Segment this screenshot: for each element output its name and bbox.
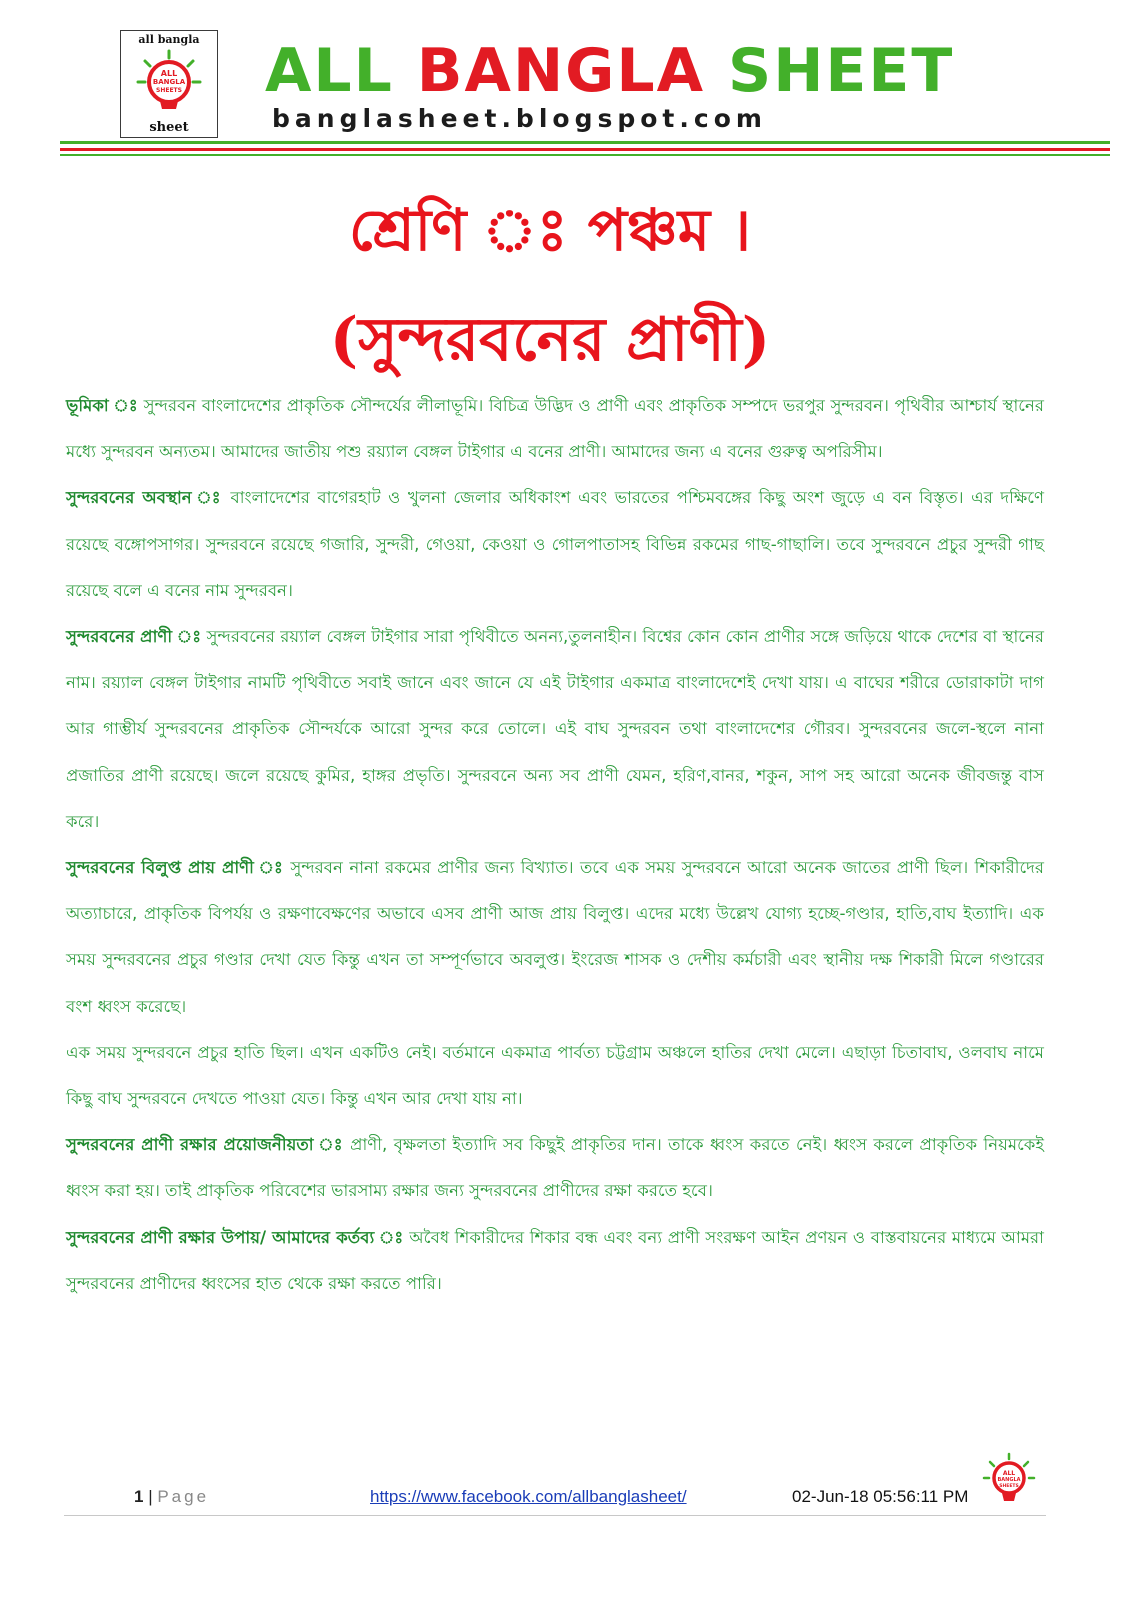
paragraph-heading: সুন্দরবনের প্রাণী ঃ [66, 627, 202, 647]
paragraph-animals [66, 614, 1044, 845]
paragraph-heading: ভূমিকা ঃ [66, 396, 139, 415]
paragraph-text: অবৈধ শিকারীদের শিকার বন্ধ এবং বন্য প্রাণী সংরক্ষণ আইন প্রণয়ন ও বাস্তবায়নের মাধ্যমে আমরা সুন্দরবনের প্রাণীদের ধ্বংসের হাত থেকে রক্ষা করতে পারি। [66, 1227, 1044, 1293]
site-url: banglasheet.blogspot.com [272, 104, 767, 133]
footer-divider [64, 1515, 1046, 1516]
footer-logo-line-2: BANGLA [997, 1477, 1021, 1483]
topic-title: (সুন্দরবনের প্রাণী) [329, 305, 771, 375]
document-body [66, 383, 1044, 1307]
logo-inner-line-2: BANGLA [152, 78, 186, 86]
paragraph-text: সুন্দরবনের রয়্যাল বেঙ্গল টাইগার সারা পৃথিবীতে অনন্য,তুলনাহীন। বিশ্বের কোন কোন প্রাণীর সঙ্গে জড়িয়ে থাকে দেশের বা স্থানের নাম। রয়্যাল বেঙ্গল টাইগার নামটি পৃথিবীতে সবাই জানে এবং জানে যে এই টাইগার একমাত্র বাংলাদেশেই দেখা যায়। এ বাঘের শরীরে ডোরাকাটা দাগ আর গাম্ভীর্য সুন্দরবনের প্রাকৃতিক সৌন্দর্যকে আরো সুন্দর করে তোলে। এই বাঘ সুন্দরবন তথা বাংলাদেশের গৌরব। সুন্দরবনের জলে-স্থলে নানা প্রজাতির প্রাণী রয়েছে। জলে রয়েছে কুমির, হাঙ্গর প্রভৃতি। সুন্দরবনে অন্য সব প্রাণী যেমন, হরিণ,বানর, শকুন, সাপ সহ আরো অনেক জীবজন্তু বাস করে। [66, 627, 1045, 831]
paragraph-text: সুন্দরবন নানা রকমের প্রাণীর জন্য বিখ্যাত। তবে এক সময় সুন্দরবনে আরো অনেক জাতের প্রাণী ছিল। শিকারীদের অত্যাচারে, প্রাকৃতিক বিপর্যয় ও রক্ষণাবেক্ষণের অভাবে এসব প্রাণী আজ প্রায় বিলুপ্ত। এদের মধ্যে উল্লেখ যোগ্য হচ্ছে-গণ্ডার, হাতি,বাঘ ইত্যাদি। এক সময় সুন্দরবনের প্রচুর গণ্ডার দেখা যেত কিন্তু এখন তা সম্পূর্ণভাবে অবলুপ্ত। ইংরেজ শাসক ও দেশীয় কর্মচারী এবং স্থানীয় দক্ষ শিকারী মিলে গণ্ডারের বংশ ধ্বংস করেছে। [66, 858, 1044, 1016]
paragraph-duties [66, 1215, 1044, 1307]
site-logo [120, 30, 218, 138]
paragraph-heading: সুন্দরবনের বিলুপ্ত প্রায় প্রাণী ঃ [66, 858, 285, 878]
paragraph-text: এক সময় সুন্দরবনে প্রচুর হাতি ছিল। এখন একটিও নেই। বর্তমানে একমাত্র পার্বত্য চট্টগ্রাম অঞ্চলে হাতির দেখা মেলে। এছাড়া চিতাবাঘ, ওলবাঘ নামে কিছু বাঘ সুন্দরবনে দেখতে পাওয়া যেত। কিন্তু এখন আর দেখা যায় না। [66, 1042, 1044, 1109]
page-word: Page [157, 1487, 210, 1506]
brand-word-all: ALL [265, 36, 394, 106]
paragraph-endangered [66, 845, 1044, 1030]
paragraph-heading: সুন্দরবনের প্রাণী রক্ষার প্রয়োজনীয়তা ঃ [66, 1135, 344, 1155]
timestamp: 02-Jun-18 05:56:11 PM [792, 1487, 969, 1506]
brand-word-sheet: SHEET [728, 36, 955, 106]
paragraph-text: সুন্দরবন বাংলাদেশের প্রাকৃতিক সৌন্দর্যের লীলাভূমি। বিচিত্র উদ্ভিদ ও প্রাণী এবং প্রাকৃতিক সম্পদে ভরপুর সুন্দরবন। পৃথিবীর আশ্চার্য স্থানের মধ্যে সুন্দরবন অন্যতম। আমাদের জাতীয় পশু রয়্যাল বেঙ্গল টাইগার এ বনের প্রাণী। আমাদের জন্য এ বনের গুরুত্ব অপরিসীম। [66, 396, 1044, 462]
lightbulb-icon [136, 49, 202, 115]
logo-bottom-text: sheet [149, 120, 189, 135]
paragraph-text: প্রাণী, বৃক্ষলতা ইত্যাদি সব কিছুই প্রাকৃতির দান। তাকে ধ্বংস করতে নেই। ধ্বংস করলে প্রাকৃতিক নিয়মকেই ধ্বংস করা হয়। তাই প্রাকৃতিক পরিবেশের ভারসাম্য রক্ষার জন্য সুন্দরবনের প্রাণীদের রক্ষা করতে হবে। [66, 1135, 1044, 1201]
header-divider-red [60, 148, 1110, 151]
paragraph-location [66, 475, 1044, 614]
header-divider-green-thin [60, 154, 1110, 156]
page-number-value: 1 [134, 1487, 144, 1506]
logo-top-text: all bangla [138, 33, 200, 46]
page-number [134, 1487, 209, 1517]
header-divider-green [60, 141, 1110, 144]
paragraph-necessity [66, 1122, 1044, 1214]
page-separator: | [143, 1487, 158, 1506]
footer-lightbulb-icon [982, 1452, 1036, 1506]
class-title: শ্রেণি ঃ পঞ্চম । [348, 196, 752, 264]
brand-name [265, 38, 1045, 104]
paragraph-elephants [66, 1030, 1044, 1122]
facebook-link[interactable]: https://www.facebook.com/allbanglasheet/ [370, 1487, 687, 1506]
footer-logo-line-3: SHEETS [999, 1484, 1019, 1489]
logo-inner-line-3: SHEETS [156, 87, 182, 94]
paragraph-text: বাংলাদেশের বাগেরহাট ও খুলনা জেলার অধিকাংশ এবং ভারতের পশ্চিমবঙ্গের কিছু অংশ জুড়ে এ বন বিস্তৃত। এর দক্ষিণে রয়েছে বঙ্গোপসাগর। সুন্দরবনে রয়েছে গজারি, সুন্দরী, গেওয়া, কেওয়া ও গোলপাতাসহ বিভিন্ন রকমের গাছ-গাছালি। তবে সুন্দরবনে প্রচুর সুন্দরী গাছ রয়েছে বলে এ বনের নাম সুন্দরবন। [66, 488, 1044, 600]
paragraph-heading: সুন্দরবনের প্রাণী রক্ষার উপায়/ আমাদের কর্তব্য ঃ [66, 1227, 404, 1247]
logo-inner-line-1: ALL [160, 69, 178, 78]
brand-word-bangla: BANGLA [416, 36, 706, 106]
paragraph-heading: সুন্দরবনের অবস্থান ঃ [66, 488, 223, 508]
footer-logo-line-1: ALL [1002, 1470, 1016, 1477]
paragraph-intro [66, 383, 1044, 475]
